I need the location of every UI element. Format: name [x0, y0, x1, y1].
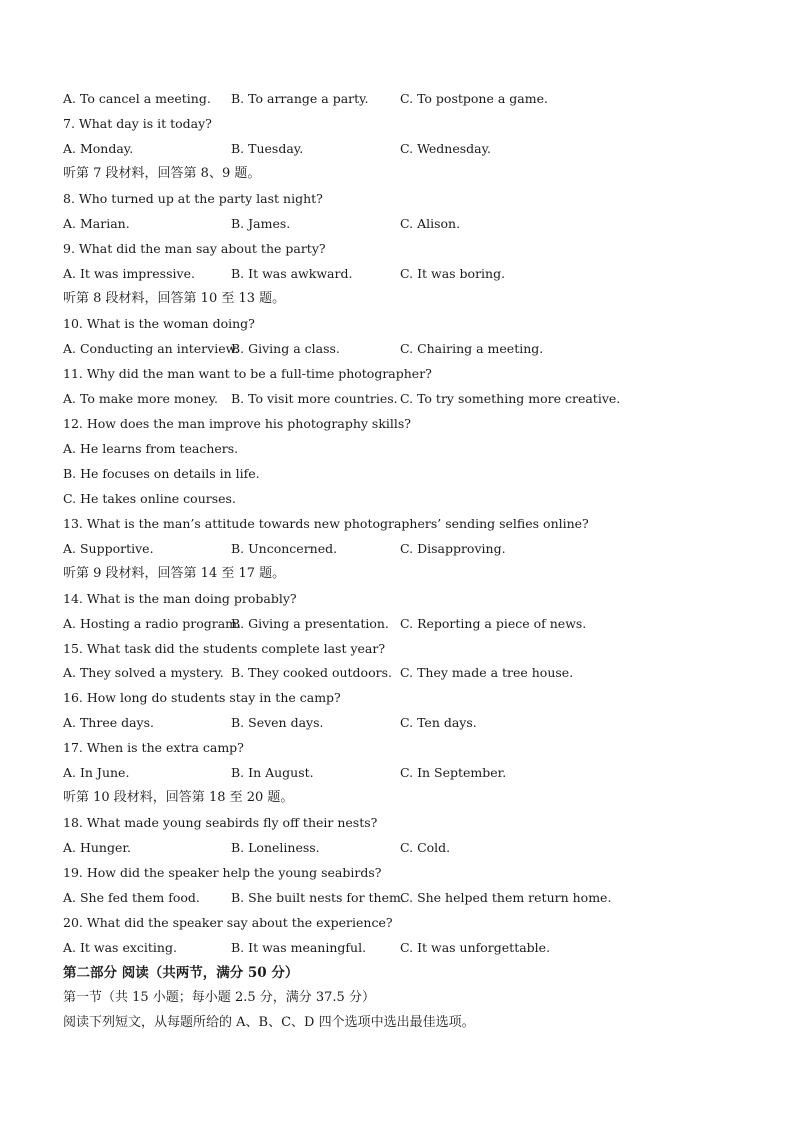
q8-option-a: A. Marian.	[63, 216, 130, 231]
q6-option-b: B. To arrange a party.	[231, 91, 369, 106]
q12-option-c: C. He takes online courses.	[63, 491, 236, 506]
q7-option-b: B. Tuesday.	[231, 141, 304, 156]
q15-option-b: B. They cooked outdoors.	[231, 665, 392, 680]
q10-stem: 10. What is the woman doing?	[63, 316, 255, 331]
section-10-instruction: 听第 10 段材料，回答第 18 至 20 题。	[63, 790, 294, 805]
q19-option-b: B. She built nests for them.	[231, 890, 405, 905]
q17-stem: 17. When is the extra camp?	[63, 740, 244, 755]
q9-option-b: B. It was awkward.	[231, 266, 353, 281]
q19-option-c: C. She helped them return home.	[400, 890, 612, 905]
q14-option-a: A. Hosting a radio program.	[63, 616, 241, 631]
q11-option-a: A. To make more money.	[63, 391, 219, 406]
q13-option-c: C. Disapproving.	[400, 541, 506, 556]
q8-stem: 8. Who turned up at the party last night?	[63, 191, 323, 206]
q17-option-a: A. In June.	[63, 765, 130, 780]
q17-option-c: C. In September.	[400, 765, 507, 780]
q17-option-b: B. In August.	[231, 765, 314, 780]
q15-option-a: A. They solved a mystery.	[63, 665, 224, 680]
q10-option-b: B. Giving a class.	[231, 341, 340, 356]
q18-option-a: A. Hunger.	[63, 840, 131, 855]
q11-option-c: C. To try something more creative.	[400, 391, 621, 406]
section-8-instruction: 听第 8 段材料，回答第 10 至 13 题。	[63, 291, 286, 306]
q16-option-b: B. Seven days.	[231, 715, 324, 730]
q12-option-b: B. He focuses on details in life.	[63, 466, 260, 481]
q14-option-c: C. Reporting a piece of news.	[400, 616, 587, 631]
q20-option-b: B. It was meaningful.	[231, 940, 367, 955]
q7-option-a: A. Monday.	[63, 141, 134, 156]
q13-stem: 13. What is the man’s attitude towards new photographers’ sending selfies online?	[63, 516, 589, 531]
q15-option-c: C. They made a tree house.	[400, 665, 574, 680]
q13-option-b: B. Unconcerned.	[231, 541, 338, 556]
section-7-instruction: 听第 7 段材料，回答第 8、9 题。	[63, 166, 261, 181]
q7-stem: 7. What day is it today?	[63, 116, 212, 131]
part2-title: 第二部分 阅读（共两节，满分 50 分）	[63, 965, 299, 981]
part2-instruction: 阅读下列短文，从每题所给的 A、B、C、D 四个选项中选出最佳选项。	[63, 1015, 475, 1030]
q12-stem: 12. How does the man improve his photography skills?	[63, 416, 412, 431]
q19-option-a: A. She fed them food.	[63, 890, 200, 905]
q9-option-c: C. It was boring.	[400, 266, 506, 281]
q16-stem: 16. How long do students stay in the camp?	[63, 690, 341, 705]
q19-stem: 19. How did the speaker help the young seabirds?	[63, 865, 382, 880]
q9-option-a: A. It was impressive.	[63, 266, 195, 281]
q13-option-a: A. Supportive.	[63, 541, 154, 556]
q8-option-b: B. James.	[231, 216, 291, 231]
q9-stem: 9. What did the man say about the party?	[63, 241, 326, 256]
q18-stem: 18. What made young seabirds fly off their nests?	[63, 815, 378, 830]
q14-option-b: B. Giving a presentation.	[231, 616, 389, 631]
q16-option-c: C. Ten days.	[400, 715, 477, 730]
q11-stem: 11. Why did the man want to be a full-time photographer?	[63, 366, 432, 381]
q6-option-c: C. To postpone a game.	[400, 91, 548, 106]
q18-option-b: B. Loneliness.	[231, 840, 320, 855]
q7-option-c: C. Wednesday.	[400, 141, 491, 156]
q16-option-a: A. Three days.	[63, 715, 155, 730]
q8-option-c: C. Alison.	[400, 216, 461, 231]
part2-section1-heading: 第一节（共 15 小题；每小题 2.5 分，满分 37.5 分）	[63, 990, 375, 1005]
q20-option-c: C. It was unforgettable.	[400, 940, 551, 955]
q15-stem: 15. What task did the students complete last year?	[63, 641, 386, 656]
q6-option-a: A. To cancel a meeting.	[63, 91, 211, 106]
q10-option-a: A. Conducting an interview.	[63, 341, 239, 356]
q20-stem: 20. What did the speaker say about the experience?	[63, 915, 393, 930]
q14-stem: 14. What is the man doing probably?	[63, 591, 297, 606]
section-9-instruction: 听第 9 段材料，回答第 14 至 17 题。	[63, 566, 286, 581]
q18-option-c: C. Cold.	[400, 840, 451, 855]
q12-option-a: A. He learns from teachers.	[63, 441, 239, 456]
q11-option-b: B. To visit more countries.	[231, 391, 398, 406]
q20-option-a: A. It was exciting.	[63, 940, 177, 955]
q10-option-c: C. Chairing a meeting.	[400, 341, 544, 356]
